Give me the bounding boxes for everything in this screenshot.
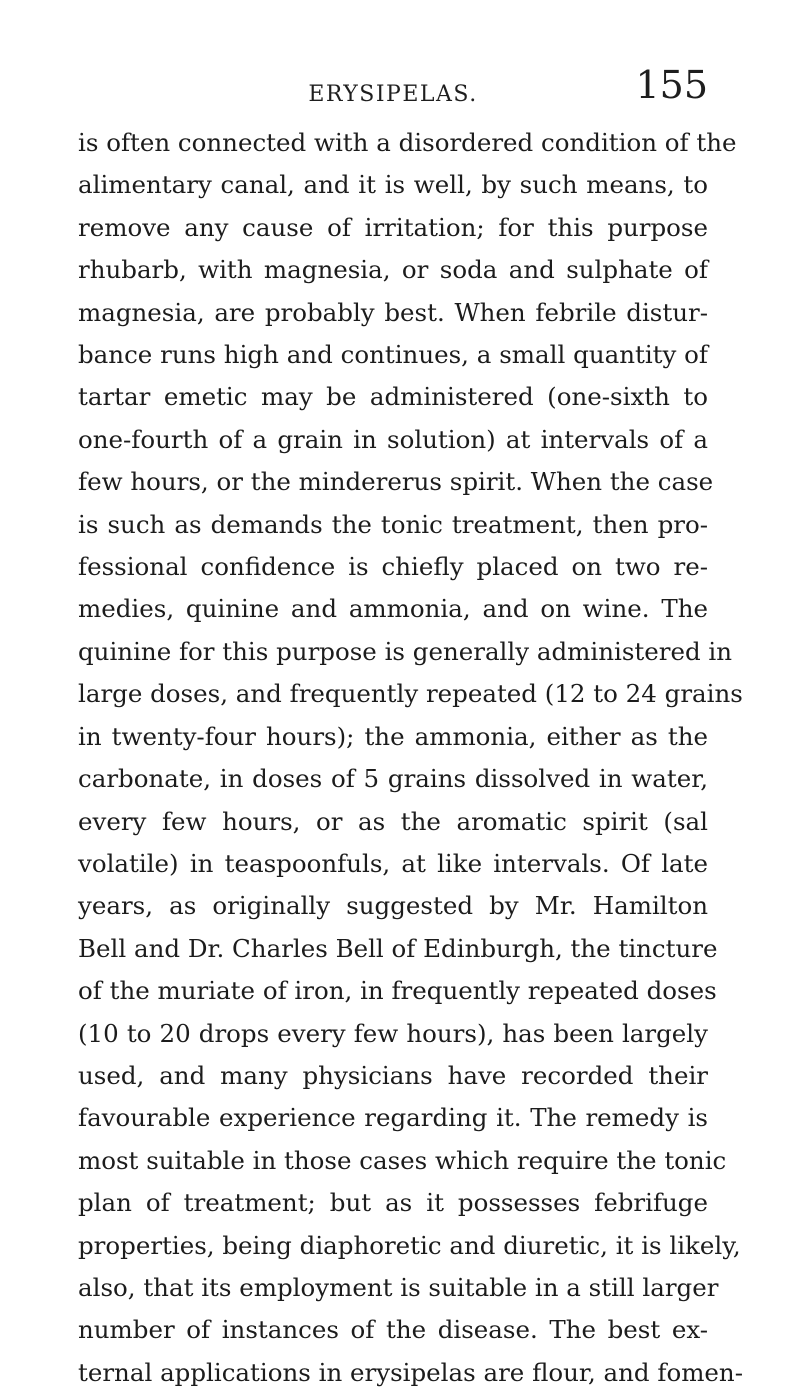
text-line: is often connected with a disordered condition of the — [78, 128, 737, 157]
text-line: properties, being diaphoretic and diuretic, it is likely, — [78, 1230, 741, 1260]
running-head — [78, 62, 708, 110]
text-line: also, that its employment is suitable in a still larger — [78, 1272, 719, 1302]
text-line: quinine for this purpose is generally administered in — [78, 636, 733, 666]
text-line: in twenty-four hours); the ammonia, either as the — [78, 721, 708, 751]
text-line: fessional confidence is chiefly placed on two re- — [78, 552, 708, 582]
text-line: is such as demands the tonic treatment, then pro- — [78, 509, 708, 539]
text-line: Bell and Dr. Charles Bell of Edinburgh, the tincture — [78, 933, 718, 963]
text-line: (10 to 20 drops every few hours), has been largely — [78, 1018, 708, 1048]
text-line: alimentary canal, and it is well, by such means, to — [78, 170, 708, 200]
text-line: carbonate, in doses of 5 grains dissolved in water, — [78, 764, 708, 794]
text-line: plan of treatment; but as it possesses febrifuge — [78, 1188, 708, 1218]
text-line: years, as originally suggested by Mr. Hamilton — [78, 891, 708, 921]
text-line: few hours, or the mindererus spirit. When the case — [78, 467, 714, 497]
body-text — [78, 122, 743, 1394]
text-line: favourable experience regarding it. The remedy is — [78, 1103, 708, 1133]
text-line: remove any cause of irritation; for this purpose — [78, 212, 708, 242]
text-line: one-fourth of a grain in solution) at intervals of a — [78, 424, 708, 454]
text-line: ternal applications in erysipelas are flour, and fomen- — [78, 1357, 743, 1387]
text-line: number of instances of the disease. The best ex- — [78, 1315, 708, 1345]
text-line: of the muriate of iron, in frequently repeated doses — [78, 976, 717, 1006]
text-line: large doses, and frequently repeated (12 to 24 grains — [78, 679, 743, 709]
text-line: tartar emetic may be administered (one-sixth to — [78, 382, 708, 412]
text-line: bance runs high and continues, a small quantity of — [78, 340, 708, 370]
text-line: volatile) in teaspoonfuls, at like intervals. Of late — [78, 848, 708, 878]
text-line: medies, quinine and ammonia, and on wine. The — [78, 594, 708, 624]
text-line: every few hours, or as the aromatic spirit (sal — [78, 806, 708, 836]
text-line: used, and many physicians have recorded their — [78, 1060, 708, 1090]
text-line: magnesia, are probably best. When febrile distur- — [78, 297, 708, 327]
running-title: ERYSIPELAS. — [308, 82, 478, 107]
text-line: rhubarb, with magnesia, or soda and sulphate of — [78, 255, 708, 285]
page-number: 155 — [635, 63, 708, 107]
text-line: most suitable in those cases which require the tonic — [78, 1145, 727, 1175]
